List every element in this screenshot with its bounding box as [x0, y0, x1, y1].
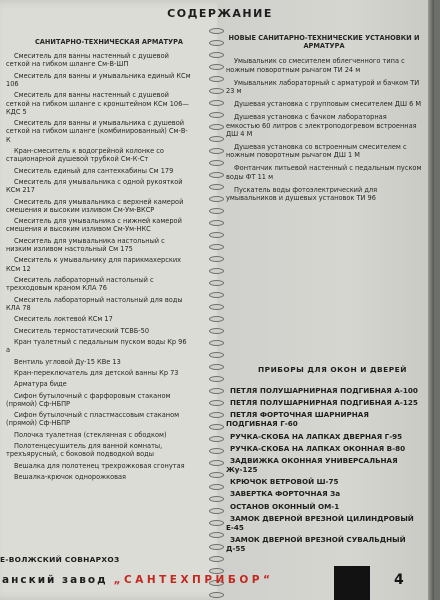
spiral-ring — [209, 532, 224, 538]
spiral-ring — [209, 196, 224, 202]
list-item: Полочка туалетная (стеклянная с ободком) — [14, 430, 167, 439]
footer-brand: „САНТЕХПРИБОР“ — [113, 574, 274, 586]
list-item: Вентиль угловой Ду-15 КВе 13 — [14, 357, 121, 366]
spiral-ring — [209, 208, 224, 214]
spiral-ring — [209, 592, 224, 598]
list-item: Душевая установка со встроенным смесителем с ножным поворотным рычагом ДШ 1 М — [226, 143, 407, 160]
footer-plant-name — [2, 574, 273, 586]
left-section-heading: САНИТАРНО-ТЕХНИЧЕСКАЯ АРМАТУРА — [34, 38, 184, 46]
spiral-ring — [209, 40, 224, 46]
doors-item-list — [226, 386, 422, 556]
spiral-ring — [209, 460, 224, 466]
spiral-ring — [209, 484, 224, 490]
spiral-ring — [209, 184, 224, 190]
spiral-ring — [209, 268, 224, 274]
spiral-ring — [209, 232, 224, 238]
spiral-ring — [209, 124, 224, 130]
list-item: Умывальник лабораторный с арматурой и бачком ТИ 23 м — [226, 78, 420, 96]
right-column — [226, 34, 422, 207]
right-section-heading: НОВЫЕ САНИТАРНО-ТЕХНИЧЕСКИЕ УСТАНОВКИ И АРМАТУРА — [228, 34, 420, 51]
page-edge — [428, 0, 434, 600]
page-title: СОДЕРЖАНИЕ — [167, 7, 273, 20]
list-item: Смеситель лабораторный настольный с трехходовым краном КЛА 76 — [6, 275, 154, 293]
spiral-ring — [209, 448, 224, 454]
spiral-ring — [209, 172, 224, 178]
list-item: ОСТАНОВ ОКОННЫЙ ОМ-1 — [230, 501, 340, 511]
spiral-binding — [208, 28, 226, 568]
list-item: Душевая установка с групповым смесителем ДШ 6 М — [234, 100, 422, 109]
list-item: ЗАДВИЖКА ОКОННАЯ УНИВЕРСАЛЬНАЯ Жу-125 — [226, 455, 398, 474]
list-item: Фонтанчик питьевой настенный с педальным пуском воды ФТ 11 м — [226, 164, 422, 181]
spiral-ring — [209, 508, 224, 514]
spiral-ring — [209, 28, 224, 34]
list-item: Кран-переключатель для детской ванны Кр 73 — [14, 368, 179, 377]
right-item-list — [226, 57, 422, 202]
list-item: Смеситель термостатический ТСВБ-50 — [14, 326, 150, 335]
list-item: Сифон бутылочный с пластмассовым стаканом (прямой) Сф-НБПР — [6, 411, 180, 428]
spiral-ring — [209, 160, 224, 166]
list-item: Смеситель для ванны настенный с душевой сеткой на гибком шланге с кронштейном КСм 106—КДС 5 — [6, 91, 189, 116]
doors-section-heading: ПРИБОРЫ ДЛЯ ОКОН И ДВЕРЕЙ — [258, 365, 407, 374]
black-tab-block — [334, 566, 370, 600]
list-item: Смеситель лабораторный настольный для воды КЛА 78 — [6, 295, 183, 312]
spiral-ring — [209, 88, 224, 94]
spiral-ring — [209, 220, 224, 226]
spiral-ring — [209, 520, 224, 526]
page-number: 4 — [394, 572, 404, 588]
list-item: ПЕТЛЯ ПОЛУШАРНИРНАЯ ПОДГИБНАЯ А-125 — [230, 398, 418, 408]
spiral-ring — [209, 400, 224, 406]
spiral-ring — [209, 496, 224, 502]
spiral-ring — [209, 256, 224, 262]
spiral-ring — [209, 364, 224, 370]
footer-sovnarkhoz: Е-ВОЛЖСКИЙ СОВНАРХОЗ — [0, 555, 120, 564]
list-item: Смеситель для умывальника с нижней камерой смешения и высоким изливом См-Ум-НКС — [6, 217, 182, 234]
spiral-ring — [209, 316, 224, 322]
list-item: ЗАМОК ДВЕРНОЙ ВРЕЗНОЙ СУВАЛЬДНЫЙ Д-55 — [226, 534, 406, 553]
list-item: КРЮЧОК ВЕТРОВОЙ Ш-75 — [230, 477, 339, 487]
list-item: Смеситель единый для сантехкабины См 179 — [14, 166, 174, 175]
list-item: ЗАВЕРТКА ФОРТОЧНАЯ За — [230, 489, 341, 499]
spiral-ring — [209, 388, 224, 394]
list-item: Смеситель для умывальника с одной рукояткой КСм 217 — [6, 177, 183, 195]
list-item: Пускатель воды фотоэлектрический для умывальников и душевых установок ТИ 96 — [226, 185, 378, 203]
spiral-ring — [209, 148, 224, 154]
list-item: Кран-смеситель к водогрейной колонке со стационарной душевой трубкой См-К-Ст — [6, 146, 164, 164]
spiral-ring — [209, 544, 224, 550]
spiral-ring — [209, 352, 224, 358]
spiral-ring — [209, 556, 224, 562]
list-item: Арматура биде — [14, 380, 67, 389]
list-item: Смеситель локтевой КСм 17 — [14, 315, 113, 324]
spiral-ring — [209, 304, 224, 310]
list-item: Душевая установка с бачком лабораторная емкостью 60 литров с электроподогревом встроенная ДШ 4 М — [226, 113, 417, 138]
list-item: Смеситель для ванны и умывальника единый КСм 106 — [6, 71, 191, 88]
spiral-ring — [209, 436, 224, 442]
spiral-ring — [209, 52, 224, 58]
spiral-ring — [209, 136, 224, 142]
spiral-ring — [209, 340, 224, 346]
list-item: Кран туалетный с педальным пуском воды Кр 96 а — [6, 337, 187, 355]
list-item: Смеситель для ванны и умывальника с душевой сеткой на гибком шланге (комбинированный) См-В-К — [6, 119, 188, 144]
spiral-ring — [209, 292, 224, 298]
spiral-ring — [209, 376, 224, 382]
list-item: Вешалка для полотенец трехрожковая сгонутая — [14, 461, 185, 470]
spiral-ring — [209, 76, 224, 82]
left-item-list — [6, 52, 192, 481]
spiral-ring — [209, 64, 224, 70]
left-column — [6, 38, 192, 485]
list-item: Смеситель для ванны настенный с душевой сеткой на гибком шланге См-В-ШП — [6, 52, 169, 69]
list-item: ПЕТЛЯ ПОЛУШАРНИРНАЯ ПОДГИБНАЯ А-100 — [230, 386, 418, 395]
list-item: Вешалка-крючок однорожковая — [14, 473, 127, 482]
spiral-ring — [209, 100, 224, 106]
spiral-ring — [209, 412, 224, 418]
list-item: РУЧКА-СКОБА НА ЛАПКАХ ОКОННАЯ В-80 — [230, 443, 406, 453]
list-item: Смеситель к умывальнику для парикмахерских КСм 12 — [6, 256, 182, 273]
spiral-ring — [209, 244, 224, 250]
spiral-ring — [209, 472, 224, 478]
spiral-ring — [209, 280, 224, 286]
list-item: Сифон бутылочный с фарфоровым стаканом (прямой) Сф-НБПР — [6, 391, 171, 408]
list-item: Смеситель для умывальника с верхней камерой смешения и высоким изливом См-Ум-ВКСР — [6, 197, 184, 214]
list-item: Полотенцесушитель для ванной комнаты, трехъярусный, с боковой подводкой воды — [6, 442, 163, 459]
list-item: ПЕТЛЯ ФОРТОЧНАЯ ШАРНИРНАЯ ПОДГИБНАЯ Г-60 — [226, 410, 369, 429]
list-item: ЗАМОК ДВЕРНОЙ ВРЕЗНОЙ ЦИЛИНДРОВЫЙ Е-45 — [226, 513, 414, 532]
spiral-ring — [209, 112, 224, 118]
list-item: Смеситель для умывальника настольный с низким изливом настольный См 175 — [6, 236, 165, 253]
spiral-ring — [209, 328, 224, 334]
footer-plant-prefix: анский завод — [2, 574, 108, 586]
list-item: РУЧКА-СКОБА НА ЛАПКАХ ДВЕРНАЯ Г-95 — [230, 431, 403, 441]
spiral-ring — [209, 424, 224, 430]
list-item: Умывальник со смесителем облегченного типа с ножным поворотным рычагом ТИ 24 м — [226, 57, 405, 74]
